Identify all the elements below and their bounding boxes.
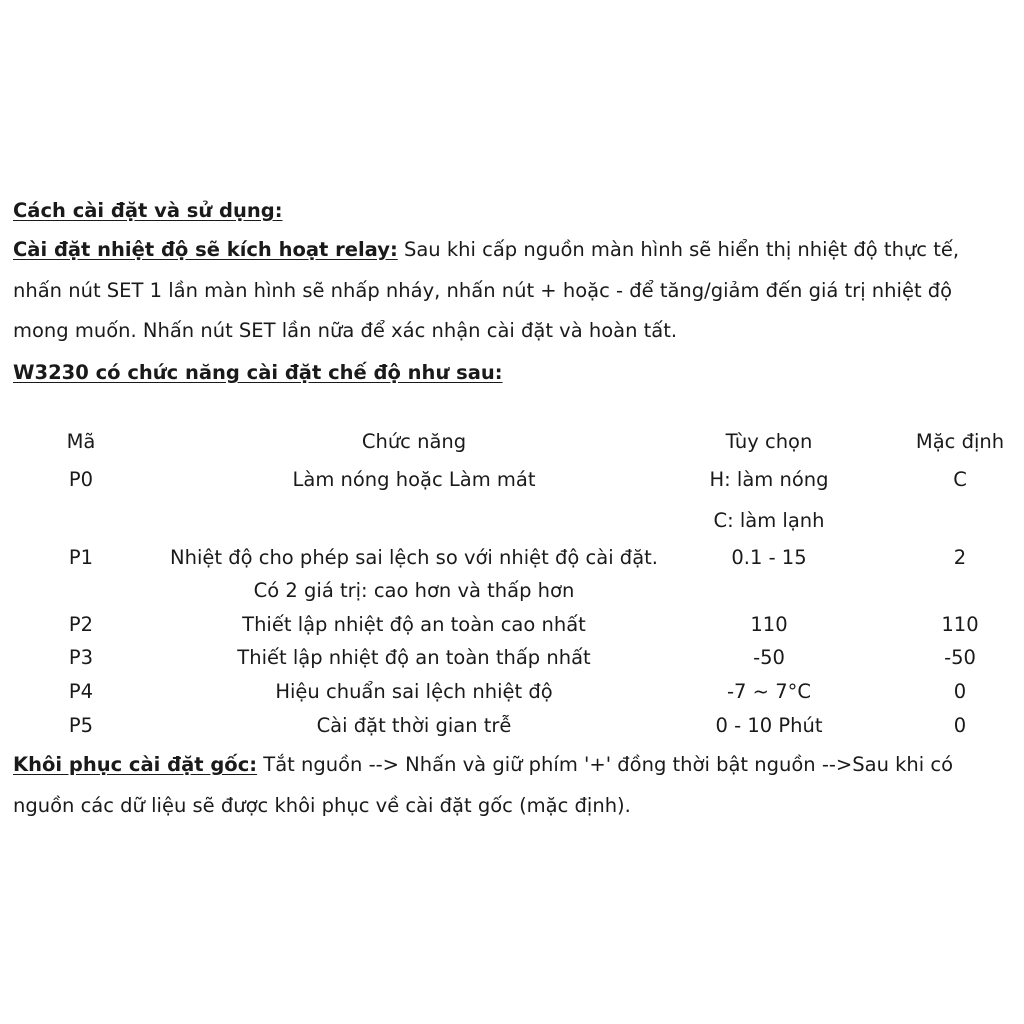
header-options: Tùy chọn [725,430,813,453]
table-row-p0-code: P0 [68,468,94,491]
table-row-p2-function: Thiết lập nhiệt độ an toàn cao nhất [242,613,586,636]
relay-line1-text: Sau khi cấp nguồn màn hình sẽ hiển thị nhiệt độ thực tế, [397,238,960,261]
table-row-p4-default: 0 [953,680,967,703]
restore-paragraph-line-2: nguồn các dữ liệu sẽ được khôi phục về cài đặt gốc (mặc định). [13,794,631,817]
header-function: Chức năng [361,430,467,453]
modes-heading: W3230 có chức năng cài đặt chế độ như sau: [13,361,503,384]
table-row-p4-options: -7 ~ 7°C [727,680,811,703]
table-row-p1-function: Nhiệt độ cho phép sai lệch so với nhiệt độ cài đặt. [170,546,658,569]
install-heading: Cách cài đặt và sử dụng: [13,199,283,222]
table-row-p3-default: -50 [944,646,976,669]
table-row-p0-options-2: C: làm lạnh [713,509,825,532]
table-row-p0-options: H: làm nóng [709,468,829,491]
table-row-p2-default: 110 [941,613,979,636]
restore-lead: Khôi phục cài đặt gốc: [13,753,258,776]
table-row-p5-default: 0 [953,714,967,737]
restore-paragraph-line-1 [13,752,953,778]
relay-lead: Cài đặt nhiệt độ sẽ kích hoạt relay: [13,238,398,261]
table-row-p3-function: Thiết lập nhiệt độ an toàn thấp nhất [237,646,591,669]
relay-paragraph-line-3: mong muốn. Nhấn nút SET lần nữa để xác nhận cài đặt và hoàn tất. [13,319,678,342]
table-row-p5-function: Cài đặt thời gian trễ [316,714,512,737]
table-row-p0-default: C [953,468,967,491]
table-row-p4-code: P4 [68,680,94,703]
table-row-p4-function: Hiệu chuẩn sai lệch nhiệt độ [275,680,553,703]
table-row-p1-default: 2 [953,546,967,569]
table-row-p5-code: P5 [68,714,94,737]
relay-paragraph-line-1 [13,237,959,263]
table-row-p0-function: Làm nóng hoặc Làm mát [292,468,536,491]
table-row-p1-function-2: Có 2 giá trị: cao hơn và thấp hơn [253,579,575,602]
table-row-p5-options: 0 - 10 Phút [715,714,823,737]
header-code: Mã [66,430,96,453]
table-row-p1-options: 0.1 - 15 [731,546,807,569]
table-row-p2-code: P2 [68,613,94,636]
table-row-p2-options: 110 [750,613,788,636]
table-row-p3-code: P3 [68,646,94,669]
table-row-p3-options: -50 [753,646,785,669]
relay-paragraph-line-2: nhấn nút SET 1 lần màn hình sẽ nhấp nháy, nhấn nút + hoặc - để tăng/giảm đến giá trị nhiệt độ [13,279,953,302]
table-row-p1-code: P1 [68,546,94,569]
header-default: Mặc định [915,430,1005,453]
restore-line1-text: Tắt nguồn --> Nhấn và giữ phím '+' đồng thời bật nguồn -->Sau khi có [257,753,954,776]
